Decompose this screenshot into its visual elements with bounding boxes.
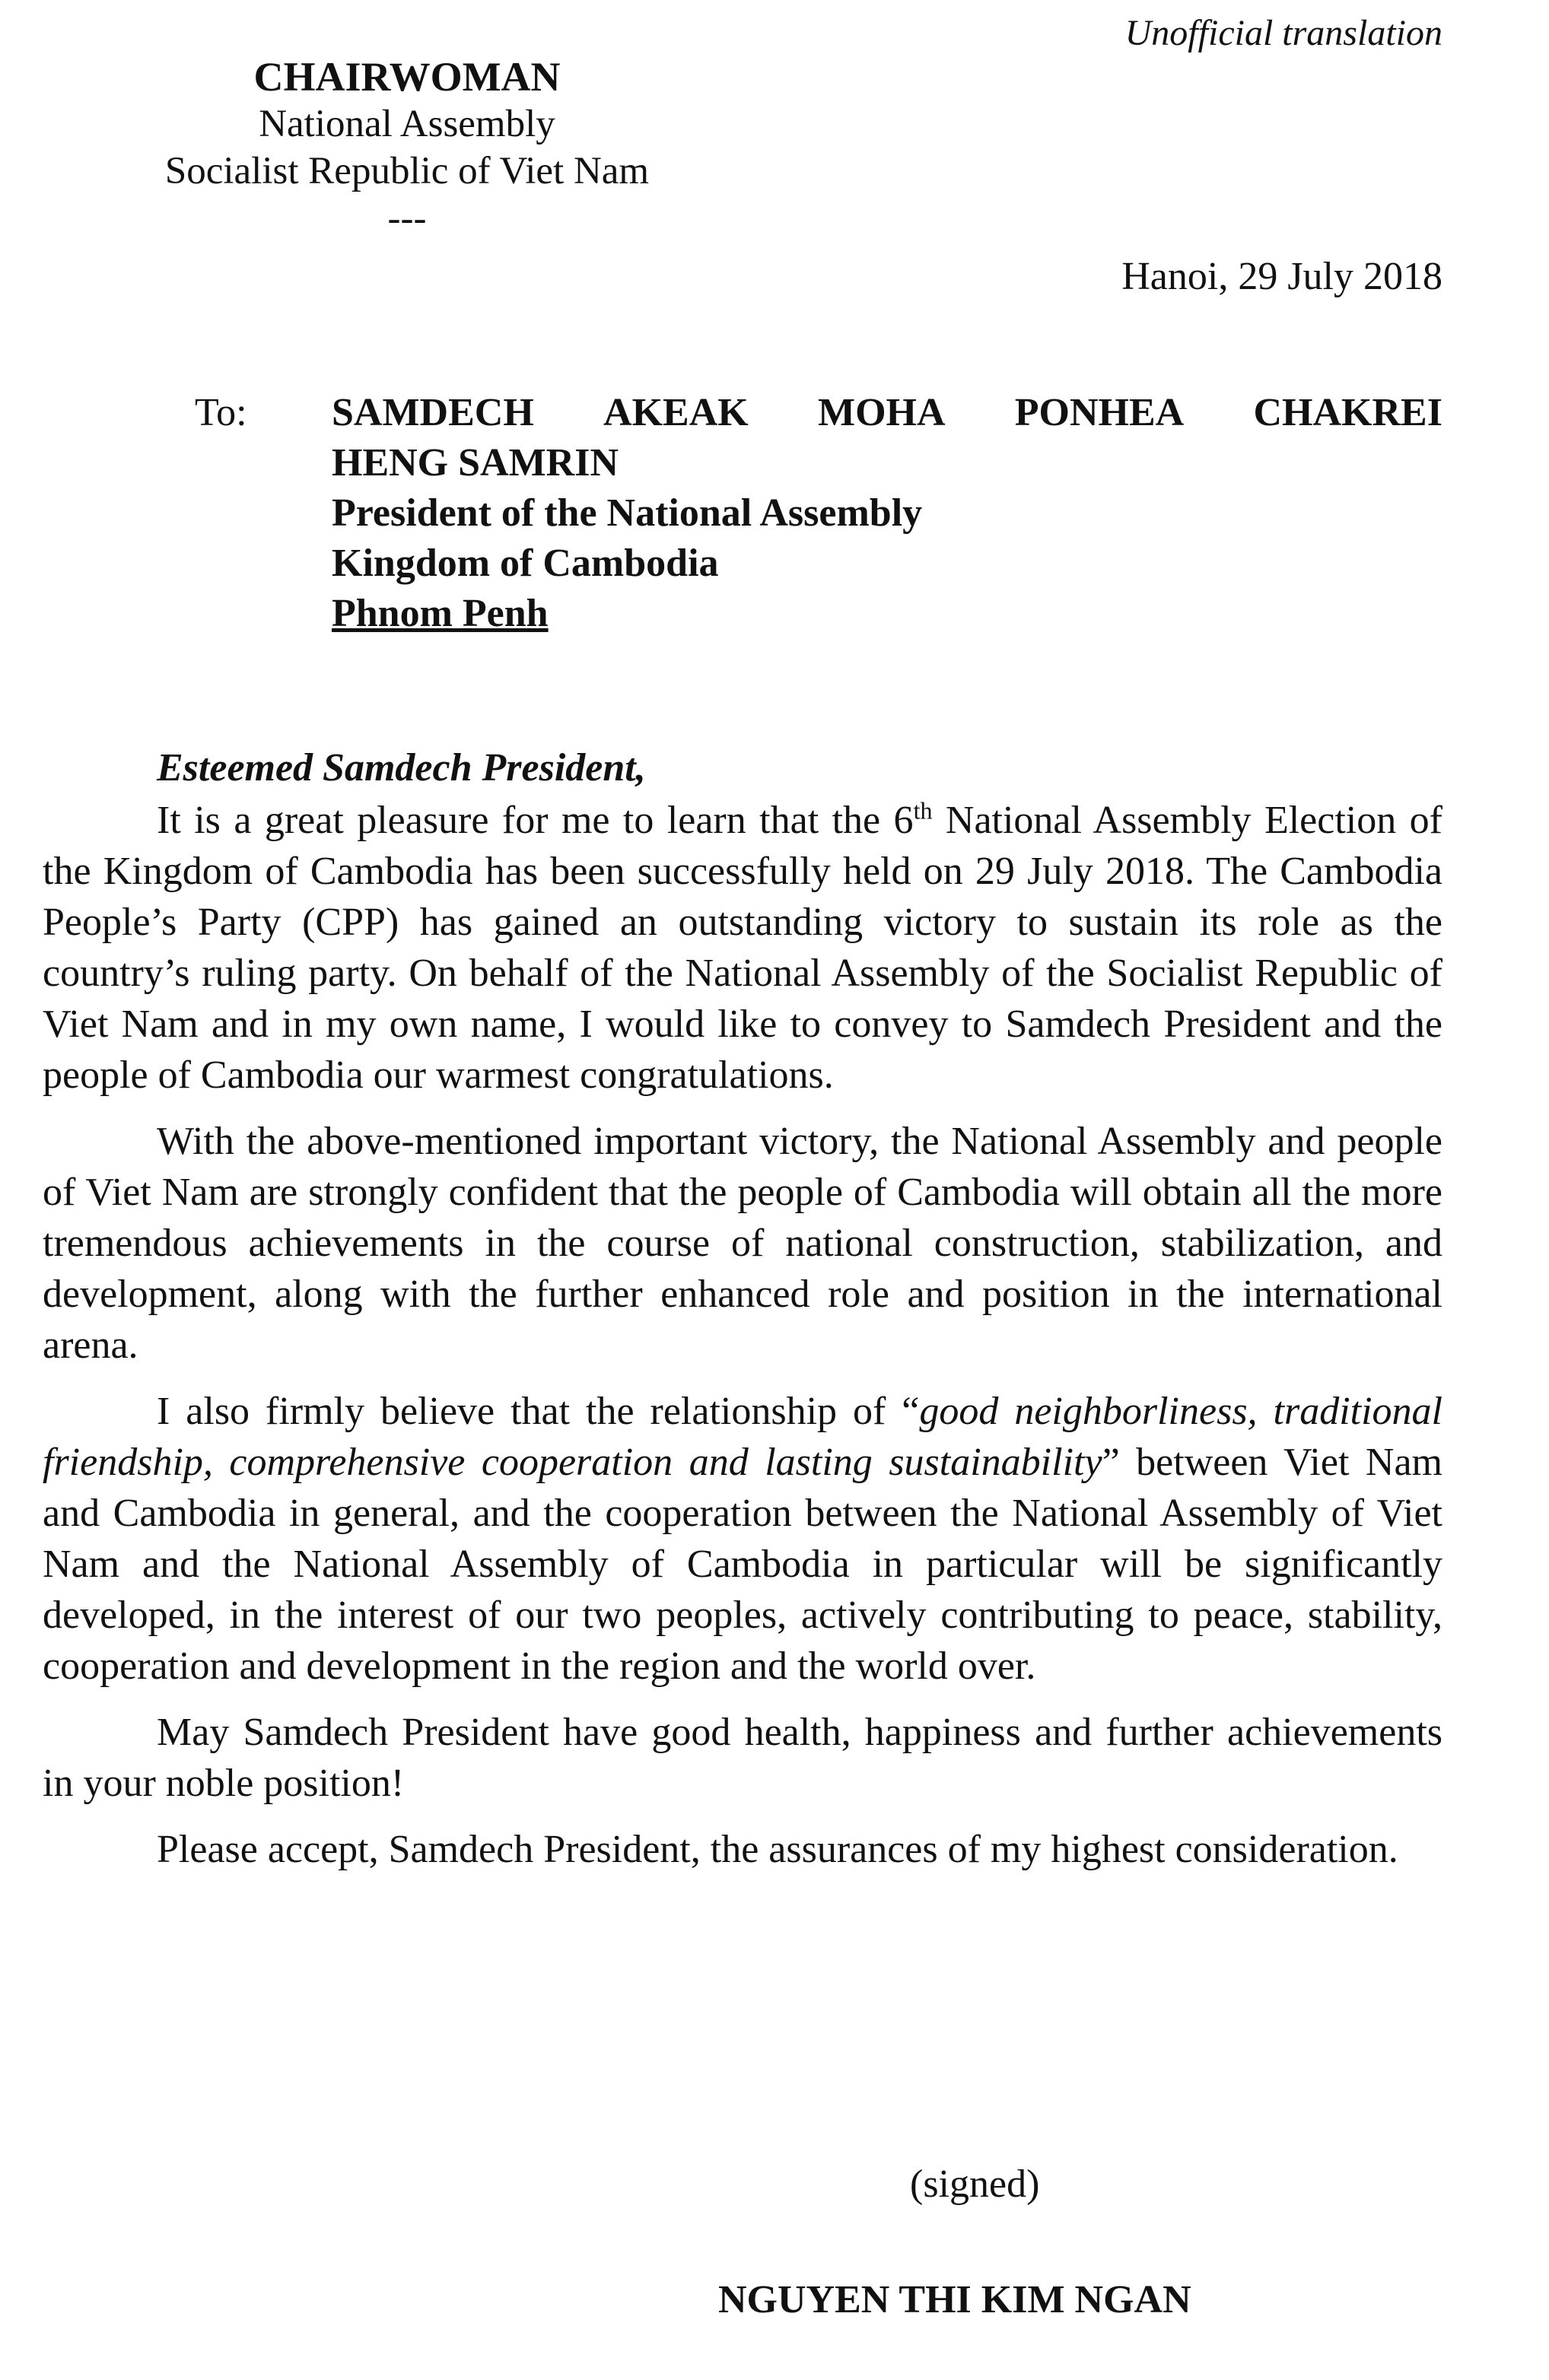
signer-name: NGUYEN THI KIM NGAN xyxy=(718,2278,1191,2321)
paragraph-3 xyxy=(43,1386,1442,1692)
recipient-city-text: Phnom Penh xyxy=(332,592,549,635)
sender-organization: National Assembly xyxy=(259,103,555,145)
signed-note: (signed) xyxy=(910,2162,1040,2206)
paragraph-2: With the above-mentioned important victory, the National Assembly and people of Viet Nam are strongly confident that the people of Cambodia will obtain all the more tremendous achievements in the course of national construction, stabilization, and development, along with the further enhanced role and position in the international arena. xyxy=(43,1120,1442,1367)
paragraph-1-rest: National Assembly Election of the Kingdom of Cambodia has been successfully held on 29 July 2018. The Cambodia People’s Party (CPP) has gained an outstanding victory to sustain its role as the country’s ruling party. On behalf of the National Assembly of the Socialist Republic of Viet Nam and in my own name, I would like to convey to Samdech President and the people of Cambodia our warmest congratulations. xyxy=(43,799,1442,1097)
sender-block xyxy=(145,53,670,242)
recipient-position: President of the National Assembly xyxy=(332,491,923,535)
paragraph-1-start: It is a great pleasure for me to learn that the 6 xyxy=(157,799,914,842)
recipient-name-word: AKEAK xyxy=(603,391,749,434)
sender-country: Socialist Republic of Viet Nam xyxy=(164,150,650,192)
recipient-country: Kingdom of Cambodia xyxy=(332,542,719,585)
place-and-date: Hanoi, 29 July 2018 xyxy=(1121,255,1442,298)
sender-title: CHAIRWOMAN xyxy=(253,54,561,100)
recipient-name-line-2: HENG SAMRIN xyxy=(332,441,619,485)
ordinal-suffix: th xyxy=(913,796,933,825)
letter-body xyxy=(43,742,1442,1890)
paragraph-3-quote: good neighborliness, traditional friendship, comprehensive cooperation and lasting sustainability xyxy=(43,1390,1443,1484)
salutation: Esteemed Samdech President, xyxy=(157,746,646,790)
recipient-name-word: CHAKREI xyxy=(1253,391,1442,434)
recipient-block xyxy=(332,388,1442,639)
recipient-name-word: MOHA xyxy=(817,391,946,434)
recipient-name-line-1 xyxy=(332,388,1442,438)
recipient-name-word: PONHEA xyxy=(1014,391,1185,434)
recipient-city xyxy=(332,589,1442,639)
recipient-name-word: SAMDECH xyxy=(332,391,534,434)
paragraph-1 xyxy=(43,795,1442,1101)
paragraph-5: Please accept, Samdech President, the assurances of my highest consideration. xyxy=(157,1828,1398,1871)
to-label: To: xyxy=(195,391,247,434)
unofficial-translation-note: Unofficial translation xyxy=(1124,13,1442,53)
paragraph-3-rest: ” between Viet Nam and Cambodia in general, and the cooperation between the National Assembly of Viet Nam and the National Assembly of Cambodia in particular will be significantly developed, in the interest of our two peoples, actively contributing to peace, stability, cooperation and development in the region and the world over. xyxy=(43,1441,1442,1688)
paragraph-4: May Samdech President have good health, happiness and further achievements in your noble position! xyxy=(43,1711,1442,1805)
sender-separator: --- xyxy=(387,197,427,240)
paragraph-3-start: I also firmly believe that the relationship of “ xyxy=(157,1390,920,1433)
